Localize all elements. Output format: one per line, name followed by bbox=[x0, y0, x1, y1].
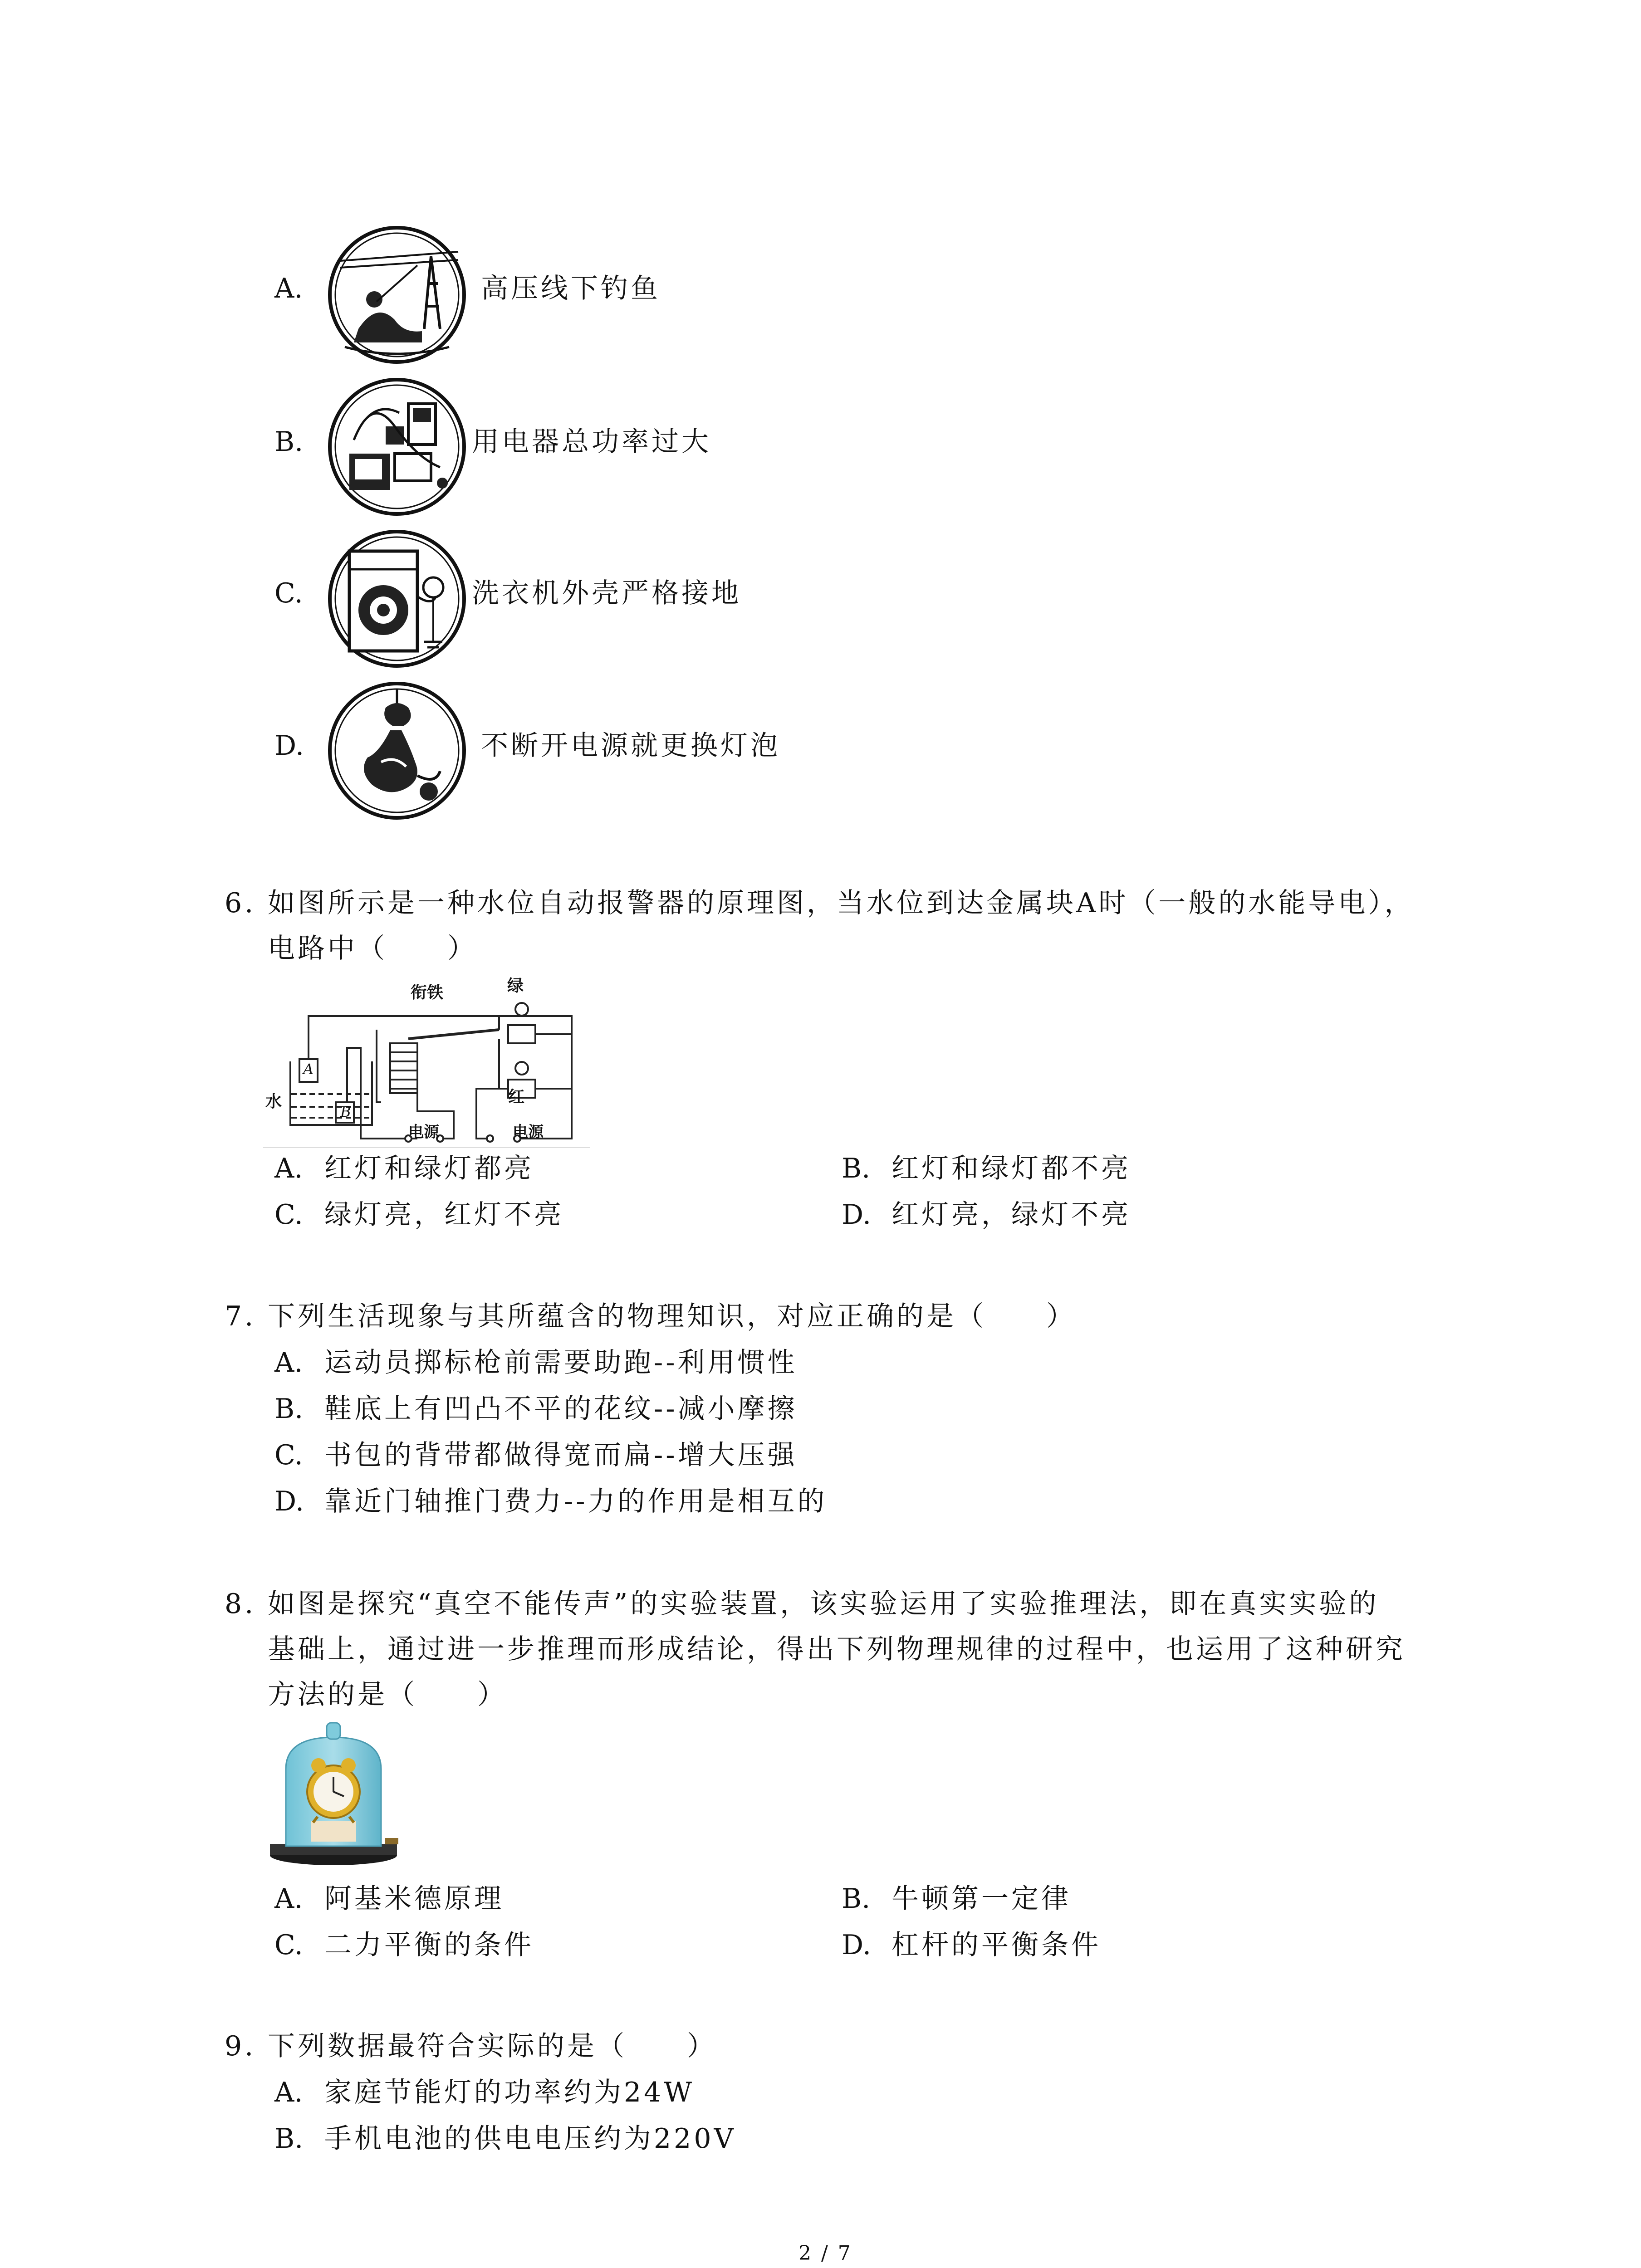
red-lamp-icon bbox=[515, 1062, 528, 1075]
figure-label-armature: 衔铁 bbox=[411, 983, 444, 1002]
q7-option-a-text: 运动员掷标枪前需要助跑--利用惯性 bbox=[324, 1347, 798, 1378]
q9-option-b-label: B. bbox=[274, 2123, 304, 2155]
q8-option-c-text: 二力平衡的条件 bbox=[324, 1929, 534, 1961]
q5-option-b-label: B. bbox=[274, 426, 304, 458]
figure-label-block-a: A bbox=[303, 1061, 314, 1078]
q5-option-b-text: 用电器总功率过大 bbox=[472, 426, 711, 458]
q6-option-c-label: C. bbox=[274, 1199, 303, 1231]
q9-option-a-text: 家庭节能灯的功率约为24W bbox=[324, 2077, 695, 2108]
q5-option-c-text: 洗衣机外壳严格接地 bbox=[472, 577, 741, 609]
q8-stem-line1: 如图是探究“真空不能传声”的实验装置，该实验运用了实验推理法，即在真实实验的 bbox=[268, 1588, 1379, 1620]
figure-label-block-b: B bbox=[340, 1103, 351, 1120]
figure-label-power-2: 电源 bbox=[513, 1123, 544, 1141]
q6-option-d-label: D. bbox=[842, 1199, 872, 1231]
q7-option-c-text: 书包的背带都做得宽而扁--增大压强 bbox=[324, 1439, 798, 1471]
q6-option-c-text: 绿灯亮，红灯不亮 bbox=[324, 1199, 564, 1231]
q8-number: 8. bbox=[225, 1588, 256, 1620]
page-number: 2 / 7 bbox=[798, 2242, 852, 2265]
q7-option-c-label: C. bbox=[274, 1439, 303, 1471]
q7-option-a-label: A. bbox=[274, 1347, 303, 1378]
q8-option-b-text: 牛顿第一定律 bbox=[892, 1883, 1071, 1915]
green-lamp-icon bbox=[515, 1003, 528, 1016]
q9-stem: 下列数据最符合实际的是（ ） bbox=[268, 2030, 717, 2062]
q6-option-a-text: 红灯和绿灯都亮 bbox=[324, 1153, 534, 1184]
figure-label-water: 水 bbox=[265, 1092, 282, 1111]
figure-label-red: 红 bbox=[508, 1088, 525, 1106]
q5-option-d-label: D. bbox=[274, 730, 304, 762]
q8-stem-line3: 方法的是（ ） bbox=[268, 1679, 507, 1711]
overloaded-appliances-illustration bbox=[327, 376, 467, 517]
q8-stem-line2: 基础上，通过进一步推理而形成结论，得出下列物理规律的过程中，也运用了这种研究 bbox=[268, 1633, 1406, 1665]
q5-option-a-label: A. bbox=[274, 273, 303, 304]
grounded-washing-machine-illustration bbox=[327, 528, 467, 669]
q9-option-a-label: A. bbox=[274, 2077, 303, 2108]
figure-label-power-1: 电源 bbox=[408, 1123, 439, 1141]
q8-option-d-text: 杠杆的平衡条件 bbox=[892, 1929, 1101, 1961]
fishing-under-powerline-illustration bbox=[327, 225, 467, 365]
q6-number: 6. bbox=[225, 887, 256, 919]
q7-option-b-text: 鞋底上有凹凸不平的花纹--减小摩擦 bbox=[324, 1393, 798, 1425]
q6-stem-line1: 如图所示是一种水位自动报警器的原理图，当水位到达金属块A时（一般的水能导电）， bbox=[268, 887, 1415, 919]
q6-option-a-label: A. bbox=[274, 1153, 303, 1184]
figure-label-green: 绿 bbox=[507, 977, 524, 995]
q6-option-b-label: B. bbox=[842, 1153, 871, 1184]
changing-bulb-illustration bbox=[327, 680, 467, 821]
bell-jar-alarm-clock-illustration bbox=[268, 1719, 399, 1869]
q7-number: 7. bbox=[225, 1300, 256, 1332]
q6-option-b-text: 红灯和绿灯都不亮 bbox=[892, 1153, 1131, 1184]
q7-option-d-label: D. bbox=[274, 1486, 304, 1517]
q5-option-d-text: 不断开电源就更换灯泡 bbox=[481, 730, 780, 762]
q7-option-b-label: B. bbox=[274, 1393, 304, 1425]
q8-option-b-label: B. bbox=[842, 1883, 871, 1915]
q5-option-a-text: 高压线下钓鱼 bbox=[481, 273, 661, 304]
q8-option-a-text: 阿基米德原理 bbox=[324, 1883, 504, 1915]
q7-stem: 下列生活现象与其所蕴含的物理知识，对应正确的是（ ） bbox=[268, 1300, 1076, 1332]
q8-option-a-label: A. bbox=[274, 1883, 303, 1915]
q6-option-d-text: 红灯亮，绿灯不亮 bbox=[892, 1199, 1131, 1231]
q5-option-c-label: C. bbox=[274, 577, 303, 609]
q8-option-d-label: D. bbox=[842, 1929, 872, 1961]
q8-option-c-label: C. bbox=[274, 1929, 303, 1961]
q7-option-d-text: 靠近门轴推门费力--力的作用是相互的 bbox=[324, 1486, 828, 1517]
q9-option-b-text: 手机电池的供电电压约为220V bbox=[324, 2123, 736, 2155]
q9-number: 9. bbox=[225, 2030, 256, 2062]
q6-stem-line2: 电路中（ ） bbox=[268, 933, 477, 964]
